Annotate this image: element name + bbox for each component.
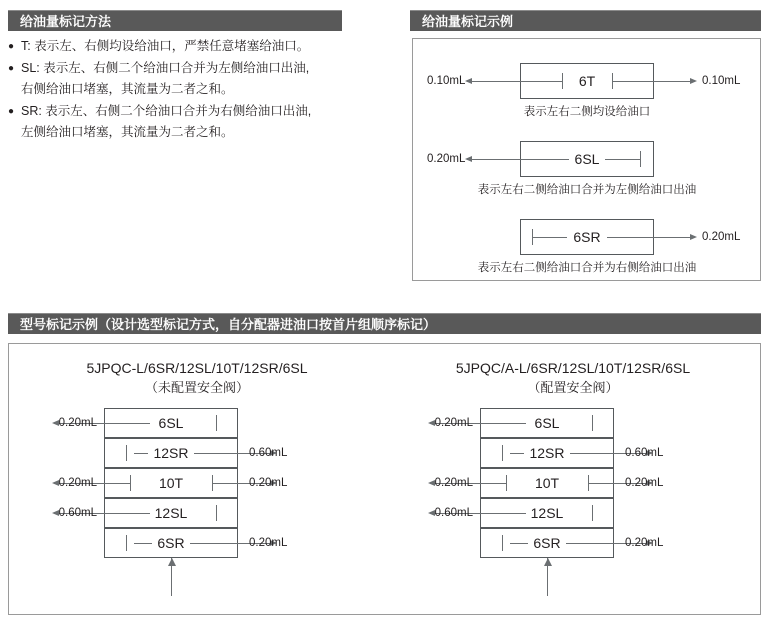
method-item-line: 左侧给油口堵塞，其流量为二者之和。 [21,125,234,139]
method-item-line: 右侧给油口堵塞，其流量为二者之和。 [21,82,234,96]
distributor-stack-diagram [9,408,385,593]
distributor-example [427,139,747,198]
flow-rate-value-right: 0.20mL [702,231,741,243]
example-caption: 表示左右二侧均设给油口 [523,106,651,118]
flow-rate-value-right: 0.10mL [702,75,741,87]
flow-rate-value: 0.20mL [249,477,288,489]
distributor-stack-diagram [385,408,761,593]
bullet-dot-icon: ● [8,41,15,52]
method-list-item [8,36,368,57]
section-header-methods: 给油量标记方法 [8,10,342,31]
flow-rate-value: 0.20mL [625,537,664,549]
inlet-feed-arrow [168,558,176,566]
distributor-plate-label: 6SL [480,408,614,438]
example-caption: 表示左右二侧给油口合并为左侧给油口出油 [477,184,697,196]
method-item-body [21,58,368,100]
flow-rate-value: 0.20mL [434,417,473,429]
model-note-text: （配置安全阀） [527,380,619,395]
method-item-line: T: 表示左、右侧均设给油口，严禁任意堵塞给油口。 [21,39,310,53]
distributor-diagram [427,217,747,257]
model-code-text: 5JPQC-L/6SR/12SL/10T/12SR/6SL [86,360,308,376]
distributor-example [427,217,747,276]
distributor-block-label: 6SR [520,219,654,255]
distributor-block-label: 6T [520,63,654,99]
section-header-examples: 给油量标记示例 [410,10,761,31]
flow-rate-value: 0.20mL [249,537,288,549]
flow-rate-value: 0.60mL [249,447,288,459]
bullet-dot-icon: ● [8,63,15,74]
distributor-plate-label: 6SR [104,528,238,558]
flow-rate-value: 0.20mL [625,477,664,489]
method-item-line: SR: 表示左、右侧二个给油口合并为右侧给油口出油, [21,104,312,118]
flow-rate-value-left: 0.20mL [427,153,466,165]
flow-arrow-right [690,234,697,240]
flow-rate-value: 0.20mL [434,477,473,489]
flow-arrow-right [690,78,697,84]
distributor-plate-label: 12SR [104,438,238,468]
examples-panel [412,38,761,281]
method-item-body [21,36,368,57]
model-example-column [385,358,761,593]
example-caption: 表示左右二侧给油口合并为右侧给油口出油 [477,262,697,274]
flow-rate-value-left: 0.10mL [427,75,466,87]
method-list-item [8,58,368,100]
section-header-models: 型号标记示例（设计选型标记方式，自分配器进油口按首片组顺序标记） [8,313,761,334]
distributor-plate-label: 12SL [480,498,614,528]
inlet-feed-arrow [544,558,552,566]
distributor-plate-label: 6SR [480,528,614,558]
model-examples-panel [8,343,761,615]
distributor-plate-label: 12SR [480,438,614,468]
distributor-plate-label: 10T [480,468,614,498]
flow-arrow-left [465,156,472,162]
method-item-body [21,101,368,143]
marking-method-list [8,36,368,144]
distributor-plate-label: 12SL [104,498,238,528]
flow-rate-value: 0.20mL [58,417,97,429]
flow-rate-value: 0.60mL [434,507,473,519]
method-list-item [8,101,368,143]
distributor-example [427,61,747,120]
model-example-column [9,358,385,593]
model-code-text: 5JPQC/A-L/6SR/12SL/10T/12SR/6SL [455,360,691,376]
flow-arrow-left [465,78,472,84]
distributor-diagram [427,61,747,101]
distributor-block-label: 6SL [520,141,654,177]
flow-rate-value: 0.60mL [625,447,664,459]
flow-rate-value: 0.60mL [58,507,97,519]
flow-rate-value: 0.20mL [58,477,97,489]
distributor-plate-label: 10T [104,468,238,498]
distributor-diagram [427,139,747,179]
bullet-dot-icon: ● [8,106,15,117]
method-item-line: SL: 表示左、右侧二个给油口合并为左侧给油口出油, [21,61,310,75]
distributor-plate-label: 6SL [104,408,238,438]
model-note-text: （未配置安全阀） [144,380,249,395]
